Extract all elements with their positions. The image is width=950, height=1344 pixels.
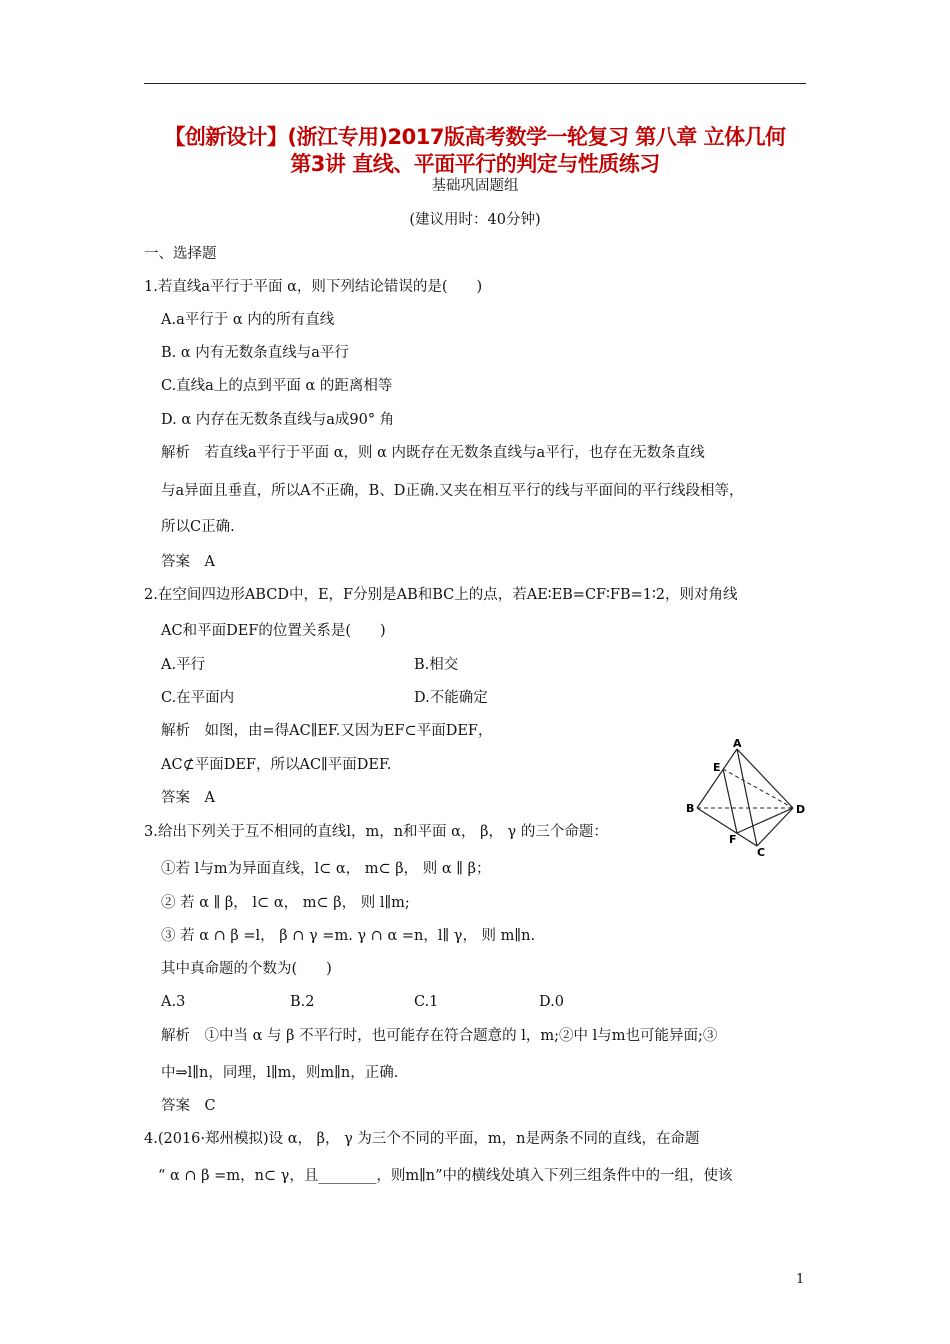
q3-proposition-3: ③ 若 α ∩ β =l， β ∩ γ =m. γ ∩ α =n，l∥ γ， 则 m∥n.	[161, 928, 536, 944]
q3-analysis-1: 解析 ①中当 α 与 β 不平行时，也可能存在符合题意的 l，m;②中 l与m也可能异面;③	[161, 1028, 718, 1044]
vertex-label-d: D	[796, 803, 806, 816]
vertex-label-c: C	[757, 846, 766, 858]
q2-answer: 答案 A	[161, 790, 215, 806]
q1-analysis-3: 所以C正确.	[161, 519, 235, 535]
q2-stem-1: 2.在空间四边形ABCD中，E，F分别是AB和BC上的点，若AE∶EB=CF∶FB=1∶2，则对角线	[144, 587, 738, 603]
time-hint: (建议用时：40分钟)	[409, 212, 541, 228]
q2-option-b: B.相交	[414, 657, 459, 673]
q4-stem-1: 4.(2016·郑州模拟)设 α， β， γ 为三个不同的平面，m，n是两条不同的直线，在命题	[144, 1131, 700, 1147]
q2-option-c: C.在平面内	[161, 690, 235, 706]
section-heading: 一、选择题	[144, 246, 217, 262]
q3-analysis-2: 中⇒l∥n，同理，l∥m，则m∥n，正确.	[161, 1065, 399, 1081]
q1-stem: 1.若直线a平行于平面 α，则下列结论错误的是( )	[144, 279, 483, 295]
vertex-label-e: E	[713, 761, 721, 774]
q1-option-c: C.直线a上的点到平面 α 的距离相等	[161, 378, 393, 394]
q1-option-a: A.a平行于 α 内的所有直线	[161, 312, 335, 328]
vertex-label-a: A	[733, 737, 742, 750]
q3-stem: 3.给出下列关于互不相同的直线l，m，n和平面 α， β， γ 的三个命题：	[144, 824, 608, 840]
q1-analysis-1: 解析 若直线a平行于平面 α，则 α 内既存在无数条直线与a平行，也存在无数条直线	[161, 445, 705, 461]
q3-option-c: C.1	[414, 994, 439, 1010]
q1-answer: 答案 A	[161, 554, 215, 570]
q2-stem-2: AC和平面DEF的位置关系是( )	[161, 623, 386, 639]
q2-option-d: D.不能确定	[414, 690, 488, 706]
group-heading: 基础巩固题组	[431, 178, 519, 194]
q4-stem-2: “ α ∩ β =m，n⊂ γ，且________，则m∥n”中的横线处填入下列三组条件中的一组，使该	[158, 1168, 733, 1184]
q3-option-b: B.2	[290, 994, 315, 1010]
q3-question: 其中真命题的个数为( )	[161, 961, 332, 977]
tetrahedron-figure	[683, 736, 811, 858]
header-rule	[144, 83, 806, 84]
q2-option-a: A.平行	[161, 657, 206, 673]
q2-analysis-1: 解析 如图，由=得AC∥EF.又因为EF⊂平面DEF，	[161, 723, 493, 739]
q2-analysis-2: AC⊄平面DEF，所以AC∥平面DEF.	[161, 757, 392, 773]
q3-proposition-1: ①若 l与m为异面直线，l⊂ α， m⊂ β， 则 α ∥ β；	[161, 861, 491, 877]
vertex-label-f: F	[729, 833, 737, 846]
vertex-label-b: B	[686, 802, 695, 815]
q3-option-d: D.0	[539, 994, 564, 1010]
page-number: 1	[796, 1272, 805, 1287]
q3-option-a: A.3	[161, 994, 186, 1010]
title-line-1: 【创新设计】(浙江专用)2017版高考数学一轮复习 第八章 立体几何	[164, 125, 786, 149]
q1-analysis-2: 与a异面且垂直，所以A不正确，B、D正确.又夹在相互平行的线与平面间的平行线段相等，	[161, 483, 744, 499]
title-line-2: 第3讲 直线、平面平行的判定与性质练习	[290, 152, 660, 176]
q3-answer: 答案 C	[161, 1098, 216, 1114]
q1-option-b: B. α 内有无数条直线与a平行	[161, 345, 349, 361]
q1-option-d: D. α 内存在无数条直线与a成90° 角	[161, 412, 395, 428]
q3-proposition-2: ② 若 α ∥ β， l⊂ α， m⊂ β， 则 l∥m;	[161, 895, 410, 911]
